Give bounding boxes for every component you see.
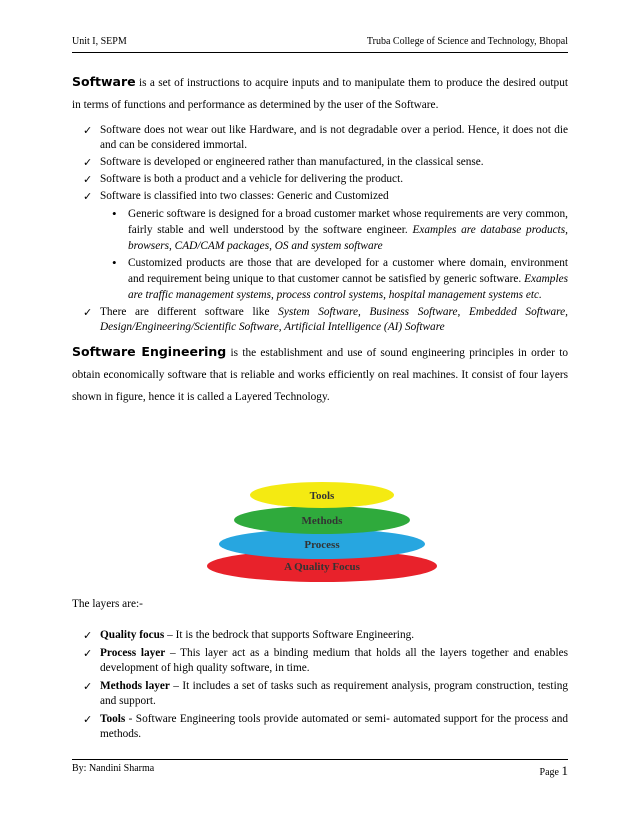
layer-label-quality-focus: A Quality Focus: [284, 561, 360, 573]
list-item: [100, 628, 568, 643]
list-item: [100, 123, 568, 153]
sub-bullet-examples: Examples are traffic management systems, process control systems, hospital management systems etc.: [128, 273, 568, 301]
list-item: [100, 305, 568, 335]
software-definition: [72, 71, 568, 116]
sub-bullet-examples: Examples are database products, browsers, CAD/CAM packages, OS and system software: [128, 224, 568, 252]
software-term: Software: [72, 74, 136, 89]
list-item: [100, 646, 568, 676]
layer-label-process: Process: [304, 539, 340, 551]
bullet-text: There are different software like: [100, 306, 279, 318]
bullet-text: Software is developed or engineered rather than manufactured, in the classical sense.: [100, 156, 484, 168]
page-footer: [72, 763, 568, 779]
bullet-text: Software is classified into two classes: Generic and Customized: [100, 190, 389, 202]
sub-bullet-text: Customized products are those that are developed for a customer where domain, environment and requirement being unique to that customer cannot be satisfied by generic software.: [128, 257, 568, 285]
list-item: [100, 712, 568, 742]
footer-author: By: Nandini Sharma: [72, 763, 155, 774]
list-item: [128, 255, 568, 303]
list-item: [128, 206, 568, 254]
list-item: [100, 679, 568, 709]
bullet-examples: System Software, Business Software, Embedded Software, Design/Engineering/Scientific Software, Artificial Intelligence (AI) Software: [100, 306, 568, 333]
software-engineering-definition: [72, 341, 568, 408]
list-item: [100, 155, 568, 170]
software-characteristics: [72, 123, 568, 335]
layer-text: – It includes a set of tasks such as requirement analysis, program construction, testing and support.: [100, 680, 569, 707]
list-item: [100, 189, 568, 303]
software-engineering-intro: is the establishment and use of sound engineering principles in order to obtain economically software that is reliable and works efficiently on real machines. It consist of four layers shown in figure, hence it is called a Layered Technology.: [72, 347, 568, 403]
header-right: Truba College of Science and Technology, Bhopal: [366, 36, 568, 47]
software-intro: is a set of instructions to acquire inputs and to manipulate them to produce the desired output in terms of functions and performance as determined by the user of the Software.: [72, 77, 568, 111]
layer-label-tools: Tools: [309, 490, 335, 502]
list-item: [100, 172, 568, 187]
layer-text: – It is the bedrock that supports Software Engineering.: [164, 629, 415, 641]
software-engineering-term: Software Engineering: [72, 344, 227, 359]
bullet-text: Software does not wear out like Hardware, and is not degradable over a period. Hence, it does not die and can be considered immortal.: [100, 124, 568, 151]
layer-term: Quality focus: [100, 629, 165, 641]
footer-divider: [72, 759, 568, 760]
page-number-label: [540, 763, 568, 779]
header-left: Unit I, SEPM: [72, 36, 127, 47]
layered-technology-diagram: [206, 478, 438, 582]
header-divider: [72, 52, 568, 53]
software-classes: [100, 206, 568, 303]
layers-list: [72, 628, 568, 742]
sub-bullet-text: Generic software is designed for a broad customer market whose requirements are very common, fairly stable and well understood by the software engineer.: [128, 208, 568, 236]
layer-term: Process layer: [100, 647, 166, 659]
bullet-text: Software is both a product and a vehicle for delivering the product.: [100, 173, 404, 185]
layer-text: - Software Engineering tools provide automated or semi- automated support for the process and methods.: [100, 713, 568, 740]
main-content: [72, 71, 568, 408]
layer-term: Tools: [100, 713, 126, 725]
layers-intro: The layers are:-: [72, 598, 143, 610]
page-label: Page: [539, 767, 562, 778]
page-number: 1: [561, 763, 568, 778]
page-header: [72, 36, 568, 50]
layer-term: Methods layer: [100, 680, 170, 692]
layers-description: [72, 628, 568, 745]
layer-label-methods: Methods: [301, 515, 343, 527]
layer-text: – This layer act as a binding medium that holds all the layers together and enables development of high quality software, in time.: [100, 647, 568, 674]
